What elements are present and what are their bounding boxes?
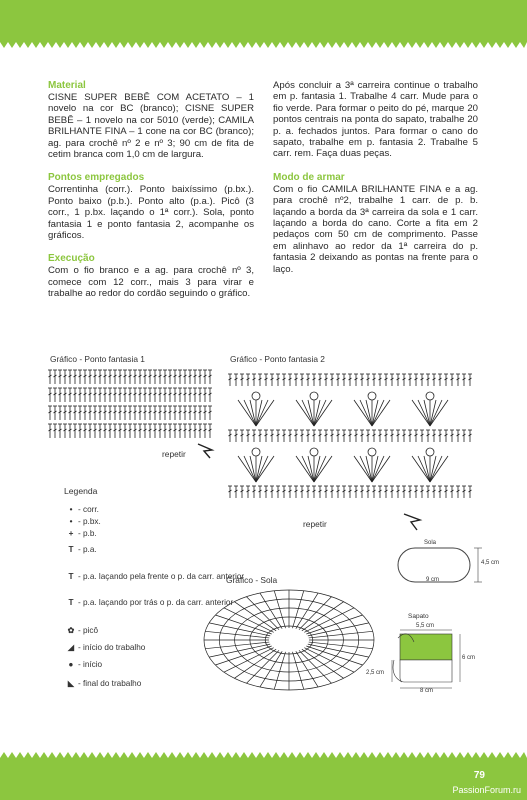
page-number: 79 xyxy=(473,770,485,781)
execucao-heading: Execução xyxy=(48,253,95,265)
legend-item xyxy=(64,529,97,539)
material-text: CISNE SUPER BEBÊ COM ACETATO – 1 novelo na cor BC (branco); CISNE SUPER BEBÊ – 1 novelo na cor 5010 (verde); CAMILA BRILHANTE FINA – 1 cone na cor BC (branco); ag. para crochê nº 2 e nº 3; 90 cm de fita de cetim branca com 1,0 cm de largura. xyxy=(48,92,254,161)
legend-item xyxy=(64,517,101,527)
top-zigzag-border xyxy=(0,42,527,50)
legend-item xyxy=(64,626,98,636)
legend-label: - p.bx. xyxy=(78,517,101,526)
legend-item xyxy=(64,545,97,555)
sapato-top-label: 5,5 cm xyxy=(416,623,435,629)
legend-item xyxy=(64,572,244,582)
execucao-text: Com o fio branco e a ag. para crochê nº 3, comece com 12 corr., mais 3 para virar e trabalhe ao redor do cordão seguindo o gráfico. xyxy=(48,265,254,300)
sola-diagram-label: Sola xyxy=(424,540,437,546)
fantasia1-repeat-label: repetir xyxy=(162,449,186,459)
sapato-bottom-label: 8 cm xyxy=(420,688,434,694)
legend-label: - p.a. laçando por trás o p. da carr. anterior xyxy=(78,598,234,607)
legend-label: - final do trabalho xyxy=(78,679,142,688)
legend-title: Legenda xyxy=(64,486,98,496)
sola-width-label: 9 cm xyxy=(426,577,440,583)
legend-label: - p.b. xyxy=(78,529,97,538)
sapato-left-label: 2,5 cm xyxy=(366,670,385,676)
fantasia2-repeat-label: repetir xyxy=(303,519,327,529)
continuation-text: Após concluir a 3ª carreira continue o trabalho em p. fantasia 1. Trabalhe 4 carr. Mude para o fio verde. Para formar o peito do pé, marque 20 pontos centrais na ponta do sapato, trabalhe 20 p. a. fechados juntos. Para formar o cano do sapato, trabalhe em p. fantasia 2. Trabalhe 5 carr. rem. Faça duas peças. xyxy=(273,80,478,160)
right-text-column xyxy=(273,80,478,275)
legend-symbol-icon: ● xyxy=(68,660,74,669)
legend-label: - corr. xyxy=(78,505,99,514)
bottom-zigzag-border xyxy=(0,750,527,758)
material-heading: Material xyxy=(48,80,86,91)
legend-symbol-icon: T xyxy=(68,545,74,554)
legend-symbol-icon: T xyxy=(68,598,74,607)
fantasia2-title: Gráfico - Ponto fantasia 2 xyxy=(230,354,325,364)
legend-symbol-icon: • xyxy=(69,517,73,526)
fantasia2-chart xyxy=(226,366,476,526)
sola-height-label: 4,5 cm xyxy=(481,560,500,566)
fantasia2-end-arrow-icon xyxy=(402,510,424,532)
legend-symbol-icon: ✿ xyxy=(67,626,75,635)
legend-label: - p.a. xyxy=(78,545,97,554)
pontos-heading: Pontos empregados xyxy=(48,172,145,184)
modo-armar-heading: Modo de armar xyxy=(273,171,345,183)
legend-label: - início do trabalho xyxy=(78,643,146,652)
legend-symbol-icon: ◢ xyxy=(67,643,75,652)
modo-armar-text: Com o fio CAMILA BRILHANTE FINA e a ag. para crochê nº2, trabalhe 1 carr. de p. b. laçando a borda da 3ª carreira da sola e 1 carr. laçando a borda do cano. Corte a fita em 2 pedaços com 50 cm de comprimento. Passe em alinhavo ao redor da 1ª carreira do p. fantasia 2 deixando as pontas na frente para o laço. xyxy=(273,183,478,275)
sola-chart-title: Gráfico - Sola xyxy=(226,575,278,585)
fantasia1-title: Gráfico - Ponto fantasia 1 xyxy=(50,354,145,364)
legend-item xyxy=(64,643,145,653)
watermark: PassionForum.ru xyxy=(452,785,521,795)
legend-symbol-icon: ◣ xyxy=(67,679,75,688)
fantasia1-chart xyxy=(46,366,216,446)
legend-symbol-icon: T xyxy=(68,572,74,581)
bottom-accent-band xyxy=(0,758,527,800)
legend-symbol-icon: + xyxy=(68,529,74,538)
sola-chart xyxy=(196,585,385,695)
legend-item xyxy=(64,679,141,689)
legend-label: - p.a. laçando pela frente o p. da carr. anterior xyxy=(78,572,245,581)
sapato-diagram xyxy=(390,620,500,692)
pontos-text: Correntinha (corr.). Ponto baixíssimo (p.bx.). Ponto baixo (p.b.). Ponto alto (p.a.). Picô (3 corr., 1 p.bx. laçando o 1ª corr.). Sola, ponto fantasia 1 e ponto fantasia 2, acompanhe os gráficos. xyxy=(48,184,254,242)
legend-label: - picô xyxy=(78,626,99,635)
legend-item xyxy=(64,660,102,670)
legend-item xyxy=(64,505,99,515)
legend-symbol-icon: • xyxy=(69,505,73,514)
sapato-right-label: 6 cm xyxy=(462,655,476,661)
legend-label: - início xyxy=(78,660,103,669)
fantasia1-end-arrow-icon xyxy=(196,440,216,460)
sapato-title: Sapato xyxy=(408,613,429,620)
top-accent-band xyxy=(0,0,527,42)
left-text-column xyxy=(48,80,254,300)
